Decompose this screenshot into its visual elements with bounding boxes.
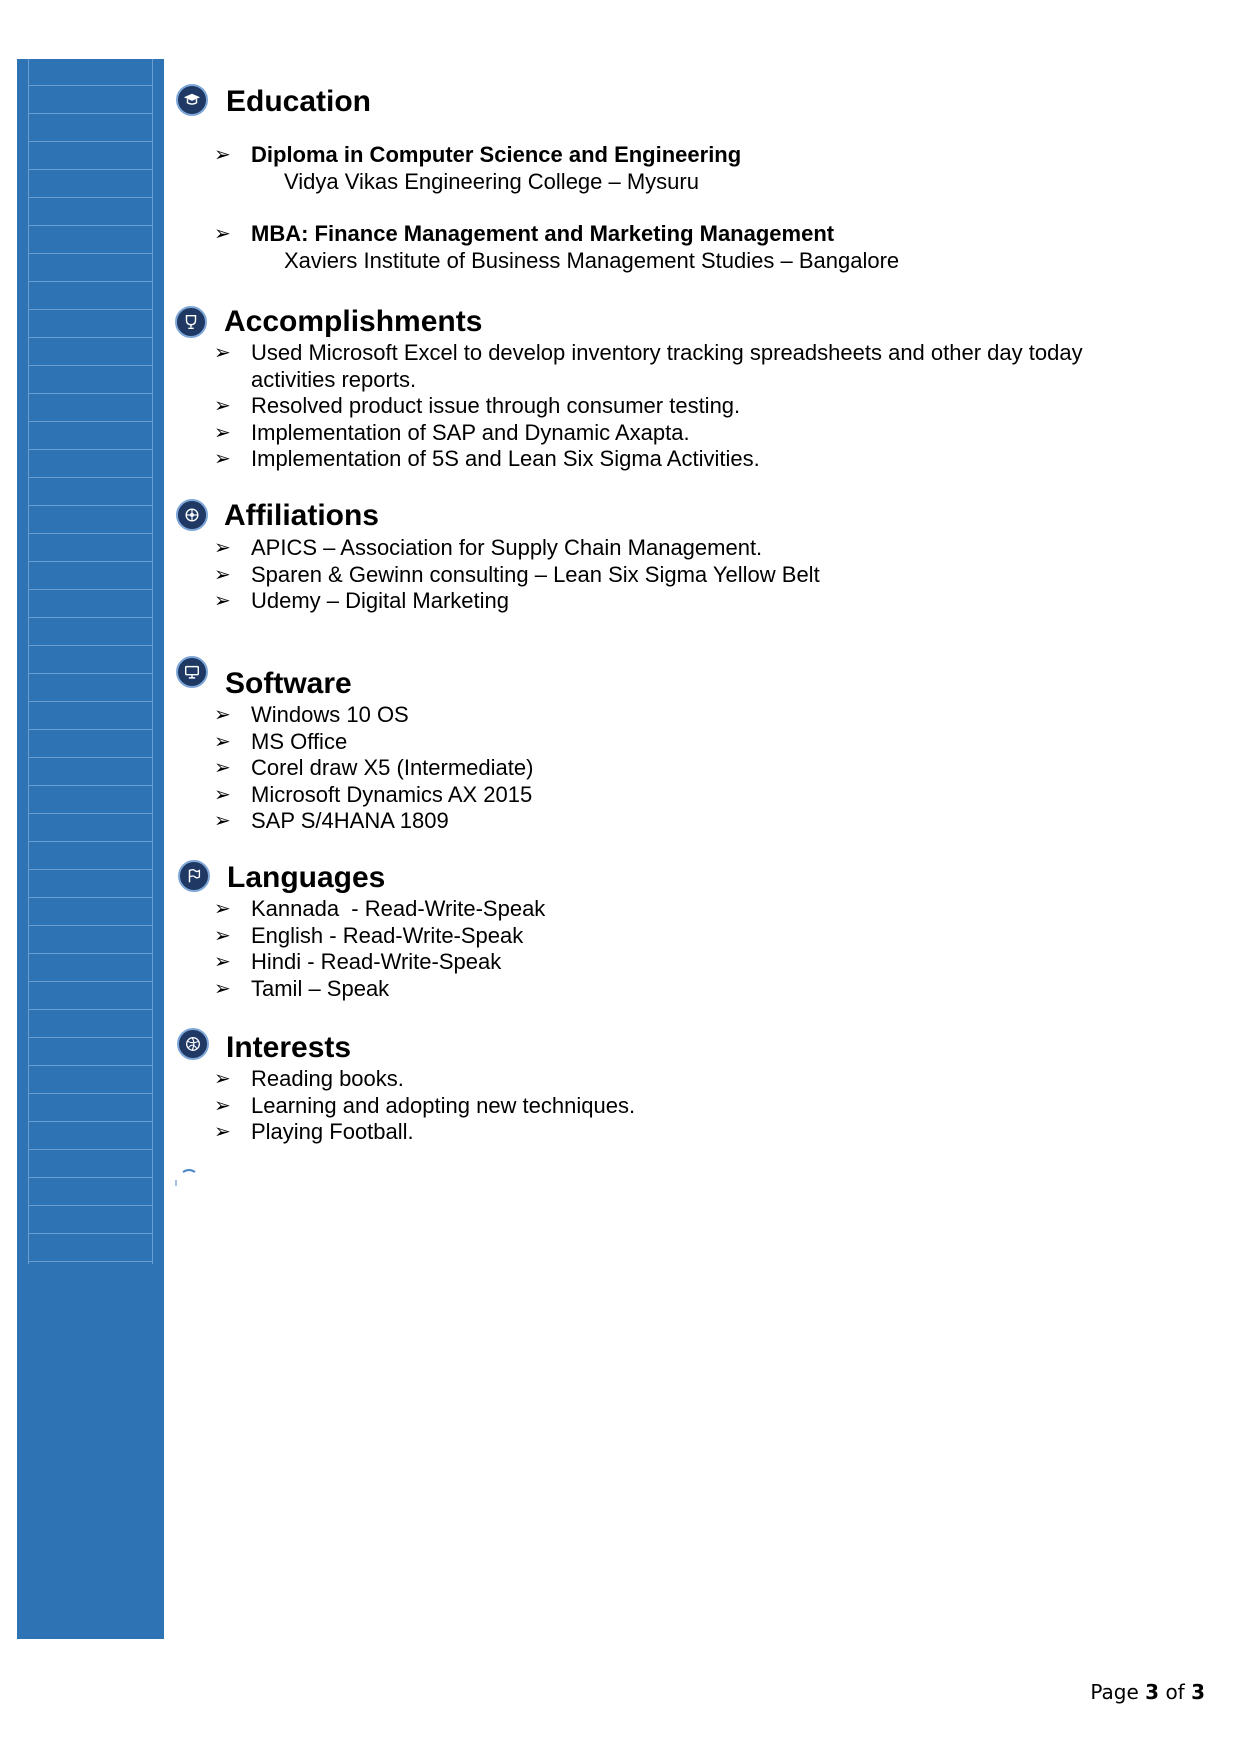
education-heading: Education (226, 85, 372, 118)
interests-heading: Interests (226, 1031, 352, 1064)
monitor-icon (176, 656, 208, 688)
education-section (174, 82, 1174, 300)
arrow-bullet-icon: ➢ (214, 590, 231, 612)
list-item: ➢ MS Office (214, 728, 348, 754)
arrow-bullet-icon: ➢ (214, 342, 231, 364)
graduation-cap-icon (176, 84, 208, 116)
trophy-icon (175, 306, 207, 338)
languages-section (174, 860, 1174, 1002)
arrow-bullet-icon: ➢ (214, 783, 231, 806)
list-item: ➢ Learning and adopting new techniques. (214, 1092, 636, 1118)
list-item: ➢ Udemy – Digital Marketing (214, 588, 509, 613)
arrow-bullet-icon: ➢ (214, 223, 231, 245)
list-item: ➢ Kannada - Read-Write-Speak (214, 896, 546, 921)
interests-section (174, 1028, 1174, 1146)
education-institution: Vidya Vikas Engineering College – Mysuru (284, 168, 699, 194)
languages-list (174, 896, 1174, 1002)
arrow-bullet-icon: ➢ (214, 924, 231, 947)
list-item: ➢ Tamil – Speak (214, 975, 390, 1001)
education-list (174, 142, 1174, 274)
affiliations-list (174, 535, 1174, 615)
software-heading: Software (225, 667, 352, 700)
arrow-bullet-icon: ➢ (214, 563, 231, 586)
list-item: ➢ Reading books. (214, 1066, 404, 1091)
interests-list (174, 1066, 1174, 1146)
list-item: ➢ Resolved product issue through consumer testing. (214, 393, 741, 418)
languages-heading: Languages (227, 861, 386, 894)
network-icon (176, 499, 208, 531)
arrow-bullet-icon: ➢ (214, 704, 231, 726)
arrow-bullet-icon: ➢ (214, 1068, 231, 1090)
education-institution: Xaviers Institute of Business Management Studies – Bangalore (284, 247, 900, 273)
list-item: ➢ English - Read-Write-Speak (214, 922, 524, 948)
arrow-bullet-icon: ➢ (214, 448, 231, 470)
accomplishments-list (174, 340, 1134, 473)
arrow-bullet-icon: ➢ (214, 395, 231, 417)
list-item: ➢ Playing Football. (214, 1119, 414, 1144)
software-list (174, 702, 1174, 835)
ball-icon (177, 1028, 209, 1060)
list-item: ➢ Windows 10 OS (214, 702, 409, 727)
arrow-bullet-icon: ➢ (214, 537, 231, 559)
education-degree: Diploma in Computer Science and Engineering (251, 142, 742, 167)
partial-icon-fragment (174, 1166, 204, 1192)
list-item: ➢ Hindi - Read-Write-Speak (214, 949, 502, 974)
list-item: ➢ Microsoft Dynamics AX 2015 (214, 781, 533, 807)
page-number: Page 3 of 3 (1090, 1680, 1205, 1704)
arrow-bullet-icon: ➢ (214, 144, 231, 166)
list-item: ➢ APICS – Association for Supply Chain Management. (214, 535, 763, 560)
flag-icon (178, 860, 210, 892)
arrow-bullet-icon: ➢ (214, 421, 231, 444)
list-item: ➢ Corel draw X5 (Intermediate) (214, 755, 534, 780)
affiliations-heading: Affiliations (224, 499, 379, 532)
software-section (174, 656, 1174, 835)
list-item (174, 221, 1174, 274)
list-item: ➢ Implementation of SAP and Dynamic Axapta. (214, 419, 690, 445)
list-item: ➢ Implementation of 5S and Lean Six Sigma Activities. (214, 446, 760, 471)
list-item: ➢ SAP S/4HANA 1809 (214, 808, 449, 833)
affiliations-section (174, 498, 1174, 615)
arrow-bullet-icon: ➢ (214, 730, 231, 753)
arrow-bullet-icon: ➢ (214, 977, 231, 1000)
arrow-bullet-icon: ➢ (214, 951, 231, 973)
list-item (174, 142, 1174, 195)
arrow-bullet-icon: ➢ (214, 898, 231, 920)
arrow-bullet-icon: ➢ (214, 757, 231, 779)
arrow-bullet-icon: ➢ (214, 810, 231, 832)
accomplishments-section (174, 304, 1174, 473)
list-item: ➢ Used Microsoft Excel to develop inventory tracking spreadsheets and other day today activities reports. (214, 340, 1083, 392)
arrow-bullet-icon: ➢ (214, 1094, 231, 1117)
list-item: ➢ Sparen & Gewinn consulting – Lean Six Sigma Yellow Belt (214, 561, 820, 587)
accomplishments-heading: Accomplishments (224, 305, 483, 338)
education-degree: MBA: Finance Management and Marketing Management (251, 221, 835, 246)
arrow-bullet-icon: ➢ (214, 1121, 231, 1143)
sidebar-lines (28, 59, 153, 1264)
